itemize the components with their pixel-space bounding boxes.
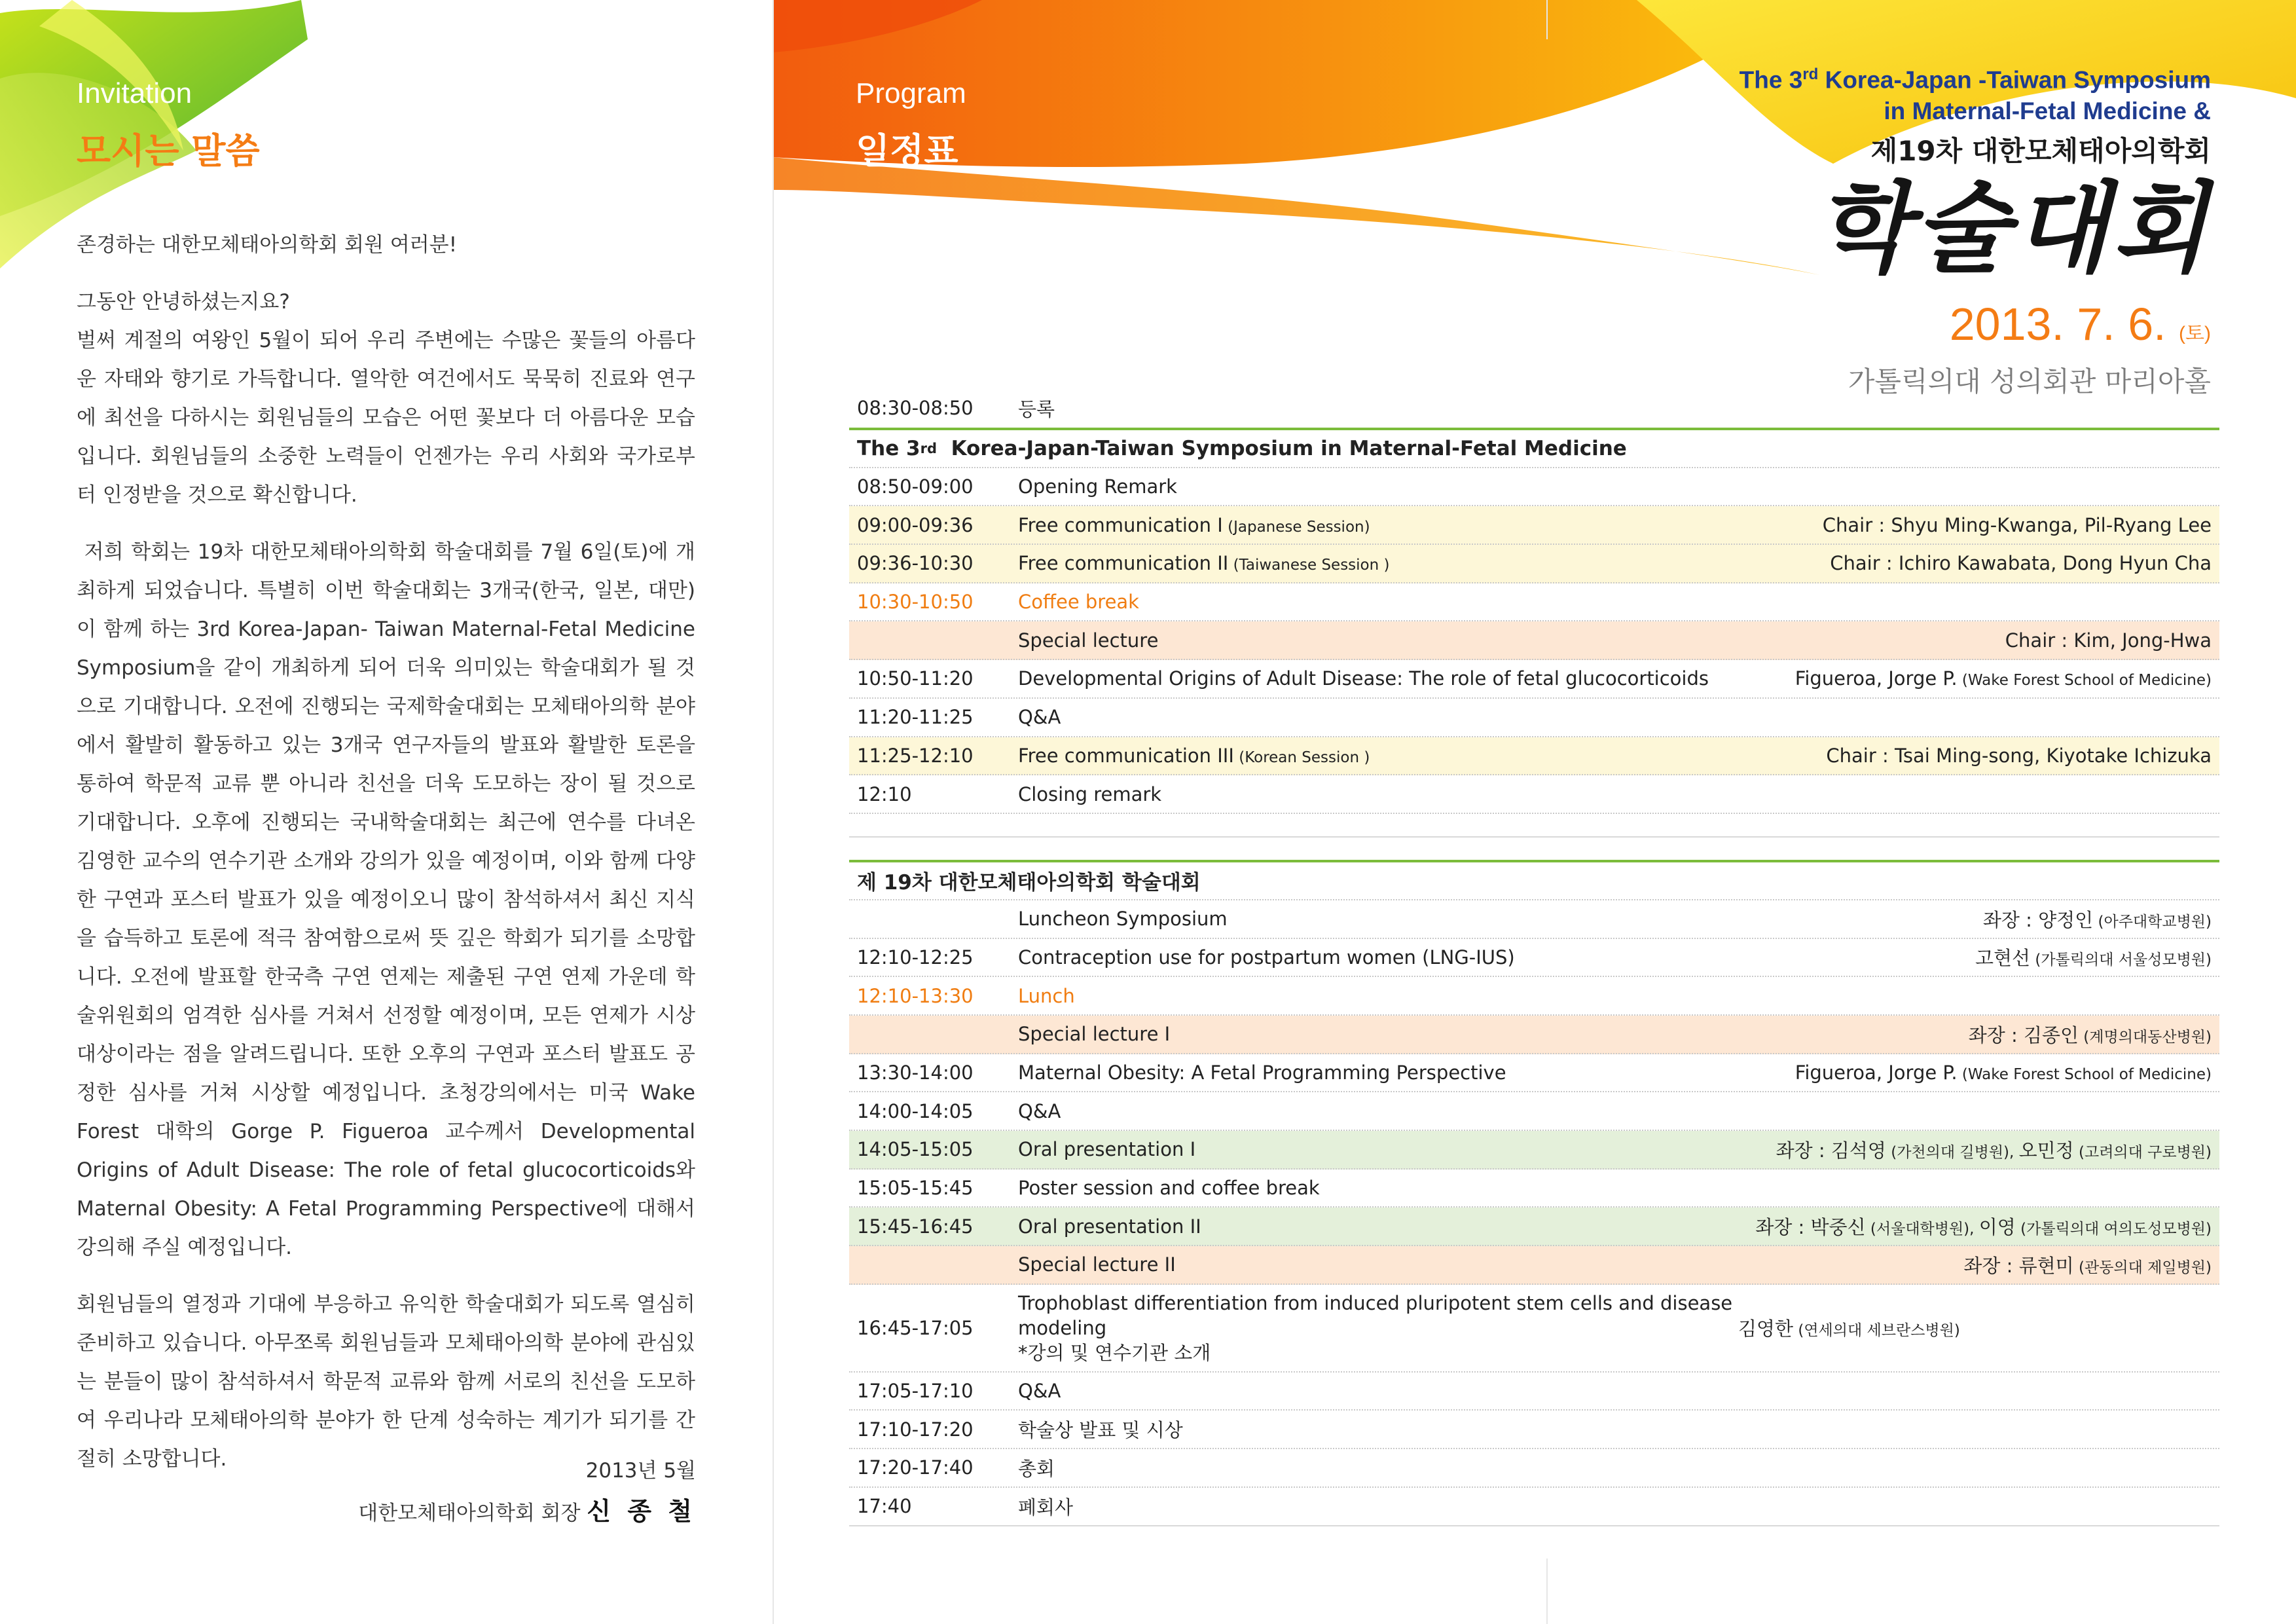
row-event-note: (Taiwanese Session ) (1228, 557, 1390, 574)
row-event (1018, 745, 1826, 767)
row-time: 17:10-17:20 (857, 1418, 974, 1441)
table-row (849, 775, 2219, 814)
table-row (849, 1411, 2219, 1449)
fold-line-center (1546, 0, 1548, 39)
row-event (1018, 985, 2212, 1007)
row-time: 16:45-17:05 (857, 1316, 974, 1339)
row-time: 17:05-17:10 (857, 1380, 974, 1403)
row-chair: 김영한 (1738, 1318, 1794, 1340)
letter-paragraph: 그동안 안녕하셨는지요? 벌써 계절의 여왕인 5월이 되어 우리 주변에는 수많은 꽃들의 아름다운 자태와 향기로 가득합니다. 열악한 여건에서도 묵묵히 진료와 연구에 최선을 다하시는 회원님들의 모습은 어떤 꽃보다 더 아름다운 모습입니다. 회원님들의 소중한 노력들이 언젠가는 우리 사회와 국가로부터 인정받을 것으로 확신합니다. (77, 290, 695, 507)
event-title (1739, 59, 2211, 287)
title-big-calligraphy: 학술대회 (1815, 171, 2211, 287)
row-chair-cell (1755, 1213, 2212, 1240)
row-time: 14:00-14:05 (857, 1099, 974, 1122)
table-row (849, 1016, 2219, 1054)
row-event (1018, 1493, 2212, 1520)
fold-line-center-bottom (1546, 1559, 1548, 1624)
title-en-line2: in Maternal-Fetal Medicine & (1884, 98, 2211, 125)
letter-paragraph: 존경하는 대한모체태아의학회 회원 여러분! (77, 233, 458, 257)
row-event (1018, 475, 2212, 498)
row-event (1018, 1380, 2212, 1402)
table-row (849, 621, 2219, 660)
row-event: 등록 (1018, 397, 1055, 420)
row-chair-cell (1830, 552, 2212, 574)
row-chair-note: (관동의대 제일병원) (2073, 1259, 2212, 1276)
row-chair-cell (1776, 1136, 2212, 1163)
row-event-text: Opening Remark (1018, 475, 1177, 498)
row-event-text: Special lecture I (1018, 1023, 1171, 1046)
president-name: 신 종 철 (587, 1497, 696, 1526)
row-event-text: Maternal Obesity: A Fetal Programming Perspective (1018, 1061, 1506, 1084)
row-event (1018, 667, 1795, 690)
row-event (1018, 1177, 2212, 1199)
row-event (1018, 591, 2212, 613)
table-row (849, 1092, 2219, 1131)
row-event-text: Lunch (1018, 984, 1075, 1007)
row-chair-note: (가톨릭의대 서울성모병원) (2030, 951, 2212, 969)
row-event-text: Q&A (1018, 1099, 1061, 1122)
row-event-text: 총회 (1018, 1457, 1055, 1480)
row-chair: 좌장 : 류현미 (1963, 1254, 2074, 1277)
letter-paragraph: 저희 학회는 19차 대한모체태아의학회 학술대회를 7월 6일(토)에 개최하게 되었습니다. 특별히 이번 학술대회는 3개국(한국, 일본, 대만)이 함께 하는 3rd Korea-Japan- Taiwan Maternal-Fetal Medicine Symposium을 같이 개최하게 되어 더욱 의미있는 학술대회가 될 것으로 기대합니다. 오전에 진행되는 국제학술대회는 모체태아의학 분야에서 활발히 활동하고 있는 3개국 연구자들의 발표와 활발한 토론을 통하여 학문적 교류 뿐 아니라 친선을 더욱 도모하는 장이 될 것으로 기대합니다. 오후에 진행되는 국내학술대회는 최근에 연수를 다녀온 김영한 교수의 연수기관 소개와 강의가 있을 예정이며, 이와 함께 다양한 구연과 포스터 발표가 있을 예정이오니 많이 참석하셔서 최신 지식을 습득하고 토론에 적극 참여함으로써 뜻 깊은 학회가 되기를 소망합니다. 오전에 발표할 한국측 구연 연제는 제출된 구연 연제 가운데 학술위원회의 엄격한 심사를 거쳐서 선정할 예정이며, 모든 연제가 시상 대상이라는 점을 알려드립니다. 또한 오후의 구연과 포스터 발표도 공정한 심사를 거쳐 시상할 예정입니다. 초청강의에서는 미국 Wake Forest 대학의 Gorge P. Figueroa 교수께서 Developmental Origins of Adult Disease: The role of fetal glucocorticoids와 Maternal Obesity: A Fetal Programming Perspective에 대해서 강의해 주실 예정입니다. (77, 540, 702, 1259)
pm-section-header: 제 19차 대한모체태아의학회 학술대회 (849, 860, 2219, 900)
row-time: 15:45-16:45 (857, 1215, 974, 1238)
fold-line-top (773, 0, 774, 1624)
event-day-of-week: (토) (2179, 323, 2211, 344)
row-event (1018, 1253, 1963, 1276)
row-chair: 좌장 : 김석영 (1776, 1139, 1886, 1162)
row-chair-note: (서울대학병원), (1865, 1221, 1979, 1238)
row-event (1018, 552, 1830, 574)
invitation-letter (77, 226, 702, 1497)
table-row (849, 660, 2219, 699)
row-time: 17:40 (857, 1495, 912, 1518)
row-time: 10:30-10:50 (857, 591, 974, 614)
row-chair: 좌장 : 박중신 (1755, 1216, 1866, 1239)
row-event-text: Oral presentation I (1018, 1138, 1196, 1161)
table-row (849, 545, 2219, 583)
table-row (849, 468, 2219, 507)
row-chair-note: (아주대학교병원) (2093, 913, 2212, 931)
row-chair-cell (2005, 629, 2212, 652)
row-event-text: 폐회사 (1018, 1496, 1074, 1519)
row-chair: Figueroa, Jorge P. (1795, 1061, 1958, 1084)
section-gap (849, 814, 2219, 838)
table-row (849, 506, 2219, 545)
row-time: 12:10-12:25 (857, 946, 974, 969)
row-event (1018, 1138, 1776, 1160)
row-chair-2-note: (고려의대 구로병원) (2073, 1143, 2212, 1161)
row-event-note: (Korean Session ) (1233, 748, 1370, 766)
program-heading-ko: 일정표 (856, 130, 958, 172)
row-event-text: 학술상 발표 및 시상 (1018, 1419, 1183, 1442)
row-event (1018, 1291, 1738, 1365)
row-event-text: Luncheon Symposium (1018, 908, 1228, 931)
row-event (1018, 1454, 2212, 1481)
row-event-text: Oral presentation II (1018, 1215, 1201, 1238)
row-event-subtext: *강의 및 연수기관 소개 (1018, 1341, 1211, 1364)
table-row (849, 583, 2219, 622)
row-chair-note: (가천의대 길병원), (1886, 1143, 2019, 1161)
row-chair-2-note: (가톨릭의대 여의도성모병원) (2015, 1221, 2212, 1238)
table-row (849, 1054, 2219, 1093)
row-chair-cell (1975, 944, 2212, 970)
pm-rows (849, 900, 2219, 1526)
row-time: 12:10-13:30 (857, 984, 974, 1007)
row-event-text: Q&A (1018, 706, 1061, 729)
row-time: 08:30-08:50 (857, 397, 974, 420)
row-chair-cell (1795, 1061, 2212, 1084)
row-chair: 좌장 : 김종인 (1968, 1024, 2079, 1046)
row-event (1018, 783, 2212, 805)
row-chair-cell (1963, 1251, 2212, 1278)
letter-date: 2013년 5월 (585, 1459, 696, 1483)
row-chair-2: 이영 (1978, 1216, 2016, 1239)
row-time: 15:05-15:45 (857, 1177, 974, 1200)
row-event (1018, 908, 1983, 930)
row-time: 08:50-09:00 (857, 475, 974, 498)
signature-block (358, 1450, 696, 1534)
table-row (849, 1208, 2219, 1246)
row-time: 17:20-17:40 (857, 1456, 974, 1479)
row-chair-cell (1826, 745, 2212, 767)
table-row (849, 1170, 2219, 1208)
row-chair-note: (Wake Forest School of Medicine) (1957, 1065, 2212, 1083)
row-event-text: Trophoblast differentiation from induced pluripotent stem cells and disease modeling (1018, 1291, 1733, 1339)
table-row (849, 977, 2219, 1016)
row-event (1018, 1023, 1969, 1045)
row-chair: 좌장 : 양정인 (1982, 908, 2094, 931)
row-time: 10:50-11:20 (857, 667, 974, 690)
row-event (1018, 514, 1823, 536)
row-chair: Chair : Shyu Ming-Kwanga, Pil-Ryang Lee (1822, 513, 2212, 536)
event-date: 2013. 7. 6. (토) (1949, 299, 2211, 350)
row-event (1018, 629, 2005, 652)
row-event (1018, 1416, 2212, 1443)
row-time: 09:00-09:36 (857, 513, 974, 536)
table-row (849, 1246, 2219, 1285)
title-ko: 제19차 대한모체태아의학회 (1870, 135, 2211, 168)
president-title: 대한모체태아의학회 회장 (358, 1502, 581, 1525)
row-event-text: Q&A (1018, 1380, 1061, 1403)
row-chair: Chair : Kim, Jong-Hwa (2005, 629, 2212, 652)
table-row (849, 1373, 2219, 1411)
row-time: 13:30-14:00 (857, 1061, 974, 1084)
row-event-text: Special lecture II (1018, 1253, 1176, 1276)
event-venue: 가톨릭의대 성의회관 마리아홀 (1848, 365, 2211, 397)
letter-paragraph: 회원님들의 열정과 기대에 부응하고 유익한 학술대회가 되도록 열심히 준비하고 있습니다. 아무쪼록 회원님들과 모체태아의학 분야에 관심있는 분들이 많이 참석하셔서 학문적 교류와 함께 서로의 친선을 도모하여 우리나라 모체태아의학 분야가 한 단계 성숙하는 계기가 되기를 간절히 소망합니다. (77, 1293, 695, 1471)
table-row (849, 699, 2219, 737)
table-row (849, 1488, 2219, 1526)
program-heading-en: Program (856, 77, 966, 109)
row-time: 12:10 (857, 783, 912, 805)
row-event-text: Poster session and coffee break (1018, 1177, 1320, 1200)
row-time: 09:36-10:30 (857, 552, 974, 575)
row-event (1018, 946, 1975, 969)
president-line (358, 1491, 696, 1534)
row-chair-cell (1795, 667, 2212, 690)
row-event-note: (Japanese Session) (1222, 518, 1370, 536)
row-time: 14:05-15:05 (857, 1138, 974, 1161)
row-event (1018, 1100, 2212, 1122)
am-rows (849, 468, 2219, 814)
row-chair: 고현선 (1975, 947, 2031, 970)
row-event (1018, 1215, 1755, 1238)
invitation-heading-en: Invitation (77, 77, 192, 109)
table-row (849, 939, 2219, 978)
row-chair: Chair : Tsai Ming-song, Kiyotake Ichizuka (1826, 744, 2212, 767)
row-event (1018, 706, 2212, 728)
am-section-header: The 3 rd Korea-Japan-Taiwan Symposium in Maternal-Fetal Medicine (849, 428, 2219, 468)
row-chair-cell (1983, 906, 2212, 932)
title-en-line1: The 3rd Korea-Japan -Taiwan Symposium (1739, 65, 2211, 94)
row-chair-note: (계명의대동산병원) (2078, 1028, 2212, 1046)
row-event-text: Closing remark (1018, 783, 1162, 805)
row-chair: Figueroa, Jorge P. (1795, 667, 1958, 690)
row-time: 11:25-12:10 (857, 744, 974, 767)
invitation-heading-ko: 모시는 말씀 (77, 130, 260, 172)
table-row (849, 1449, 2219, 1488)
table-row (849, 1285, 2219, 1373)
table-row (849, 1131, 2219, 1170)
row-chair-cell (1823, 514, 2212, 536)
row-chair-cell (1969, 1021, 2212, 1048)
row-time: 11:20-11:25 (857, 706, 974, 729)
row-chair: Chair : Ichiro Kawabata, Dong Hyun Cha (1830, 552, 2212, 575)
program-table (849, 389, 2219, 1526)
row-chair-note: (Wake Forest School of Medicine) (1957, 672, 2212, 690)
row-event-text: Free communication III (1018, 744, 1234, 767)
table-row (849, 900, 2219, 939)
row-event-text: Free communication I (1018, 513, 1223, 536)
row-event (1018, 1061, 1795, 1084)
row-chair-note: (연세의대 세브란스병원) (1793, 1322, 1960, 1340)
row-event-text: Developmental Origins of Adult Disease: The role of fetal glucocorticoids (1018, 667, 1709, 690)
table-row-registration (849, 389, 2219, 428)
row-event-text: Free communication II (1018, 552, 1229, 575)
row-event-text: Special lecture (1018, 629, 1159, 652)
row-event-text: Contraception use for postpartum women (LNG-IUS) (1018, 946, 1515, 969)
row-chair-cell (1738, 1314, 1960, 1341)
row-event-text: Coffee break (1018, 591, 1139, 614)
row-chair-2: 오민정 (2018, 1139, 2074, 1162)
table-row (849, 737, 2219, 776)
